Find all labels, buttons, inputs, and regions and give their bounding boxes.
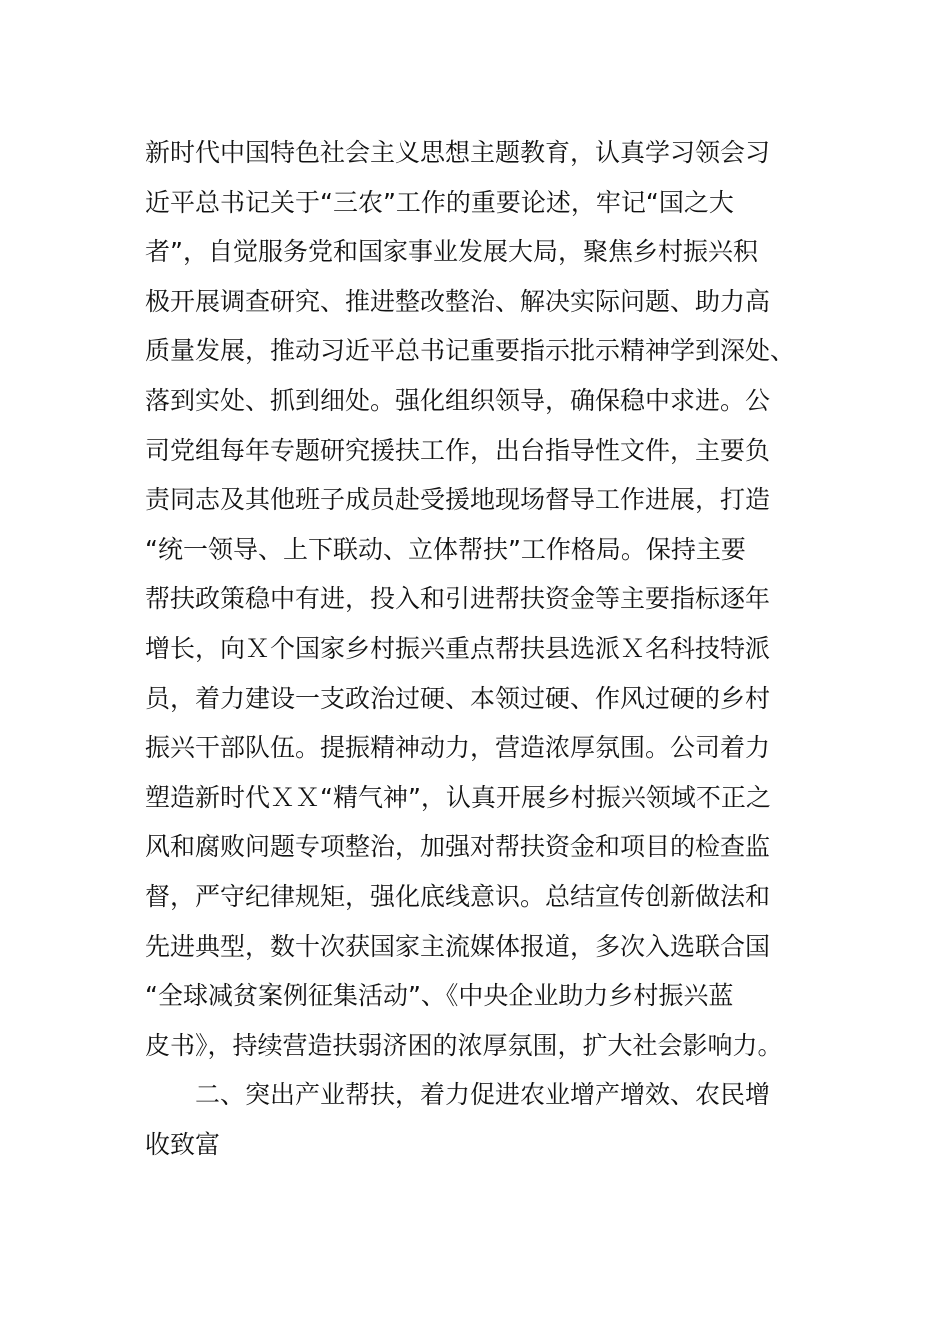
paragraph-line: 增长，向Ｘ个国家乡村振兴重点帮扶县选派Ｘ名科技特派: [145, 633, 771, 663]
paragraph-line: 员，着力建设一支政治过硬、本领过硬、作风过硬的乡村: [145, 683, 771, 713]
body-text: [145, 128, 795, 1169]
paragraph-line: 者”，自觉服务党和国家事业发展大局，聚焦乡村振兴积: [145, 237, 758, 267]
paragraph-line: “统一领导、上下联动、立体帮扶”工作格局。保持主要: [145, 534, 746, 564]
paragraph-line: 塑造新时代ＸＸ“精气神”，认真开展乡村振兴领域不正之: [145, 782, 771, 812]
paragraph-line: 风和腐败问题专项整治，加强对帮扶资金和项目的检查监: [145, 832, 771, 862]
paragraph-line: 振兴干部队伍。提振精神动力，营造浓厚氛围。公司着力: [145, 733, 771, 763]
paragraph-line: 极开展调查研究、推进整改整治、解决实际问题、助力高: [145, 286, 771, 316]
section-heading-line: 收致富: [145, 1129, 221, 1159]
paragraph-line: 落到实处、抓到细处。强化组织领导，确保稳中求进。公: [145, 385, 771, 415]
paragraph-line: 质量发展，推动习近平总书记重要指示批示精神学到深处、: [145, 336, 796, 366]
paragraph-line: 帮扶政策稳中有进，投入和引进帮扶资金等主要指标逐年: [145, 584, 771, 614]
paragraph-line: 司党组每年专题研究援扶工作，出台指导性文件，主要负: [145, 435, 771, 465]
paragraph-line: 先进典型，数十次获国家主流媒体报道，多次入选联合国: [145, 931, 771, 961]
section-heading-line: 二、突出产业帮扶，着力促进农业增产增效、农民增: [195, 1080, 771, 1110]
paragraph-line: 近平总书记关于“三农”工作的重要论述，牢记“国之大: [145, 187, 734, 217]
paragraph-line: 责同志及其他班子成员赴受援地现场督导工作进展，打造: [145, 485, 771, 515]
paragraph-line: 督，严守纪律规矩，强化底线意识。总结宣传创新做法和: [145, 881, 771, 911]
paragraph-line: 皮书》，持续营造扶弱济困的浓厚氛围，扩大社会影响力。: [145, 1030, 783, 1060]
paragraph-line: “全球减贫案例征集活动”、《中央企业助力乡村振兴蓝: [145, 981, 734, 1011]
paragraph-line: 新时代中国特色社会主义思想主题教育，认真学习领会习: [145, 138, 771, 167]
